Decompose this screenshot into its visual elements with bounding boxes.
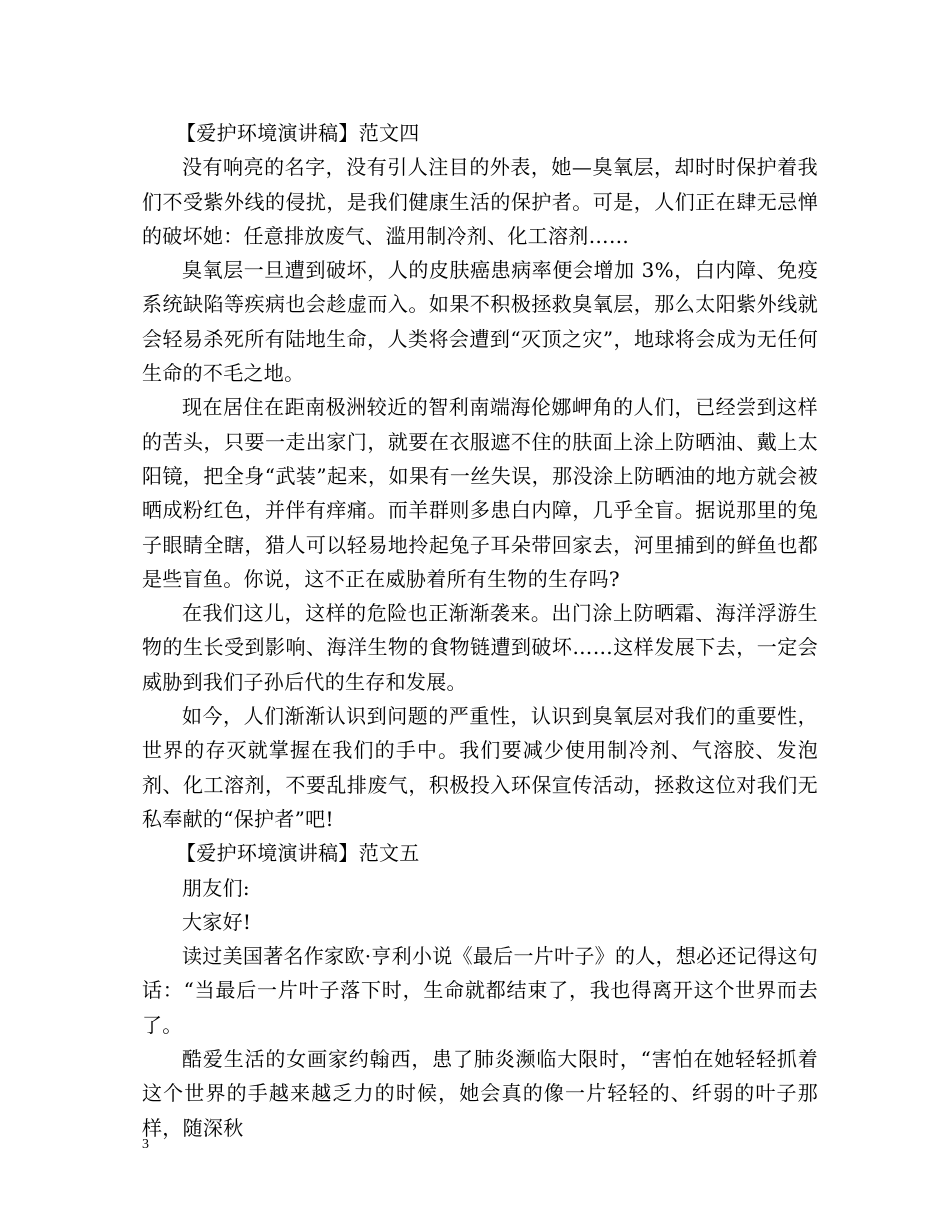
section-heading-5: 【爱护环境演讲稿】范文五 xyxy=(176,841,420,866)
paragraph: 酷爱生活的女画家约翰西，患了肺炎濒临大限时，“害怕在她轻轻抓着这个世界的手越来越乏力的时候，她会真的像一片轻轻的、纤弱的叶子那样，随深秋 xyxy=(142,1047,818,1140)
paragraph: 如今，人们渐渐认识到问题的严重性，认识到臭氧层对我们的重要性，世界的存灭就掌握在我们的手中。我们要减少使用制冷剂、气溶胶、发泡剂、化工溶剂，不要乱排废气，积极投入环保宣传活动，拯救这位对我们无私奉献的“保护者”吧! xyxy=(142,704,818,831)
paragraph: 没有响亮的名字，没有引人注目的外表，她—臭氧层，却时时保护着我们不受紫外线的侵扰，是我们健康生活的保护者。可是，人们正在肆无忌惮的破坏她：任意排放废气、滥用制冷剂、化工溶剂…… xyxy=(142,155,818,248)
paragraph: 在我们这儿，这样的危险也正渐渐袭来。出门涂上防晒霜、海洋浮游生物的生长受到影响、海洋生物的食物链遭到破坏……这样发展下去，一定会威胁到我们子孙后代的生存和发展。 xyxy=(142,601,818,694)
paragraph: 现在居住在距南极洲较近的智利南端海伦娜岬角的人们，已经尝到这样的苦头，只要一走出家门，就要在衣服遮不住的肤面上涂上防晒油、戴上太阳镜，把全身“武装”起来，如果有一丝失误，那没涂上防晒油的地方就会被晒成粉红色，并伴有痒痛。而羊群则多患白内障，几乎全盲。据说那里的兔子眼睛全瞎，猎人可以轻易地拎起兔子耳朵带回家去，河里捕到的鲜鱼也都是些盲鱼。你说，这不正在威胁着所有生物的生存吗? xyxy=(142,395,818,591)
paragraph: 读过美国著名作家欧·亨利小说《最后一片叶子》的人，想必还记得这句话：“当最后一片叶子落下时，生命就都结束了，我也得离开这个世界而去了。 xyxy=(142,944,818,1037)
greeting: 大家好! xyxy=(182,909,252,934)
page-number: 3 xyxy=(142,1137,149,1152)
paragraph: 臭氧层一旦遭到破坏，人的皮肤癌患病率便会增加 3%，白内障、免疫系统缺陷等疾病也会趁虚而入。如果不积极拯救臭氧层，那么太阳紫外线就会轻易杀死所有陆地生命，人类将会遭到“灭顶之灾”，地球将会成为无任何生命的不毛之地。 xyxy=(142,258,818,386)
salutation: 朋友们: xyxy=(182,875,250,900)
document-body xyxy=(142,116,818,1145)
section-heading-4: 【爱护环境演讲稿】范文四 xyxy=(176,121,420,145)
